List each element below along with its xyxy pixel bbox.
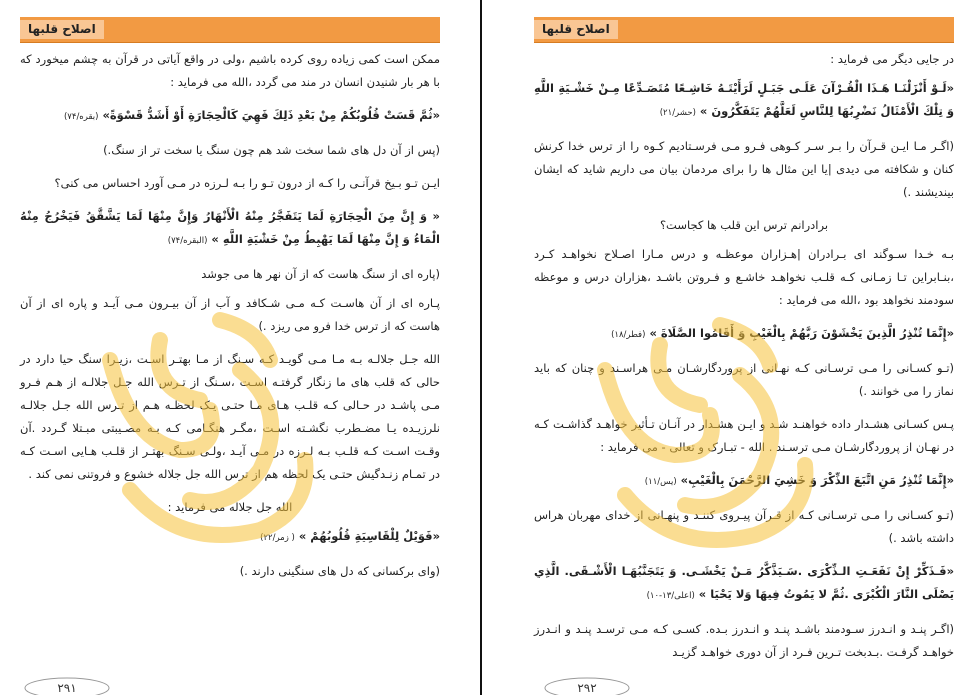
paragraph: (اگـر مـا ایـن قـرآن را بـر سـر کـوهی فـرو مـی فرسـتادیم کـوه را از ترس خدا کرنش کنان و شکافته می دیدی |یا این مثال ها را برای مردمان بیان می داریم شاید که ایشان بیندیشند .)	[534, 139, 954, 199]
paragraph: پـاره ای از آن هاسـت کـه مـی شـکافد و آب از آن بیـرون مـی آیـد و پاره ای از آن هاست که از ترس خدا فرو می ریزد .)	[20, 296, 440, 333]
verse-text: «لَـوْ أَنْزَلْنَـا هَـذَا الْقُـرْآنَ عَلَـى جَبَـلٍ لَرَأَيْتَـهُ خَاشِـعًا مُتَصَـدِّعًا مِـنْ خَشْـيَةِ اللَّهِ وَ تِلْكَ الْأَمْثَالُ نَضْرِبُهَا لِلنَّاسِ لَعَلَّهُمْ يَتَفَكَّرُونَ »	[534, 81, 954, 118]
verse-text: «فَـذَكِّرْ إِنْ نَفَعَـتِ الـذِّكْرَى .سَـيَذَّكَّرُ مَـنْ يَخْشَـى. وَ يَتَجَنَّبُهَـا الْأَشْـقَى. الَّذِي يَصْلَى النَّارَ الْكُبْرَى .ثُمَّ لا يَمُوتُ فِيهَا وَلا يَحْيَا »	[534, 564, 954, 601]
page-number: ۲۹۱	[57, 681, 77, 695]
quran-verse	[534, 77, 954, 125]
quran-verse	[534, 469, 954, 494]
page-divider	[480, 0, 482, 695]
verse-text: «فَوَيْلٌ لِلْقَاسِيَةِ قُلُوبُهُمْ »	[298, 529, 440, 543]
verse-text: «إِنَّمَا تُنْذِرُ الَّذِينَ يَخْشَوْنَ رَبَّهُمْ بِالْغَيْبِ وَ أَقَامُوا الصَّلَاةَ »	[649, 326, 954, 340]
paragraph: (تـو کسـانی را مـی ترسـانی کـه نهـانی از پروردگارشـان مـی هراسـند و چنان که باید نماز را می خوانند .)	[534, 361, 954, 398]
paragraph: (وای برکسانی که دل های سنگینی دارند .)	[239, 564, 440, 578]
verse-reference: (اعلی/۱۳-۱۰)	[646, 591, 695, 601]
paragraph: در جایی دیگر می فرماید :	[830, 52, 954, 66]
page-number: ۲۹۲	[577, 681, 597, 695]
paragraph: ممکن است کمی زیاده روی کرده باشیم ،ولی در واقع آیاتی در قرآن به چشم میخورد که با هر بار شنیدن انسان در مند می گردد ،الله می فرماید :	[20, 52, 440, 89]
paragraph: (پاره ای از سنگ هاست که از آن نهر ها می جوشد	[201, 267, 440, 281]
paragraph: ایـن تـو بـیخ قرآنـی را کـه از درون تـو را بـه لـرزه در مـی آورد احساس می کنی؟	[54, 176, 440, 190]
verse-reference: (البقره/۷۴)	[167, 236, 208, 246]
quran-verse	[534, 560, 954, 608]
verse-text: « وَ إِنَّ مِنَ الْحِجَارَةِ لَمَا يَتَفَجَّرُ مِنْهُ الْأَنْهَارُ وَإِنَّ مِنْهَا لَمَا يَشَّقَّقُ فَيَخْرُجُ مِنْهُ الْمَاءُ وَ إِنَّ مِنْهَا لَمَا يَهْبِطُ مِنْ خَشْيَةِ اللَّهِ »	[20, 209, 440, 246]
paragraph: بـه خـدا سـوگند ای بـرادران |هـزاران موعظـه و درس مـارا اصـلاح نخواهـد کـرد ،بنـابراین تـا زمـانی کـه قلـب نخواهـد خاشـع و فـروتن باشـد ،هزاران درس و موعظه سودمند نخواهد بود ،الله می فرماید :	[534, 247, 954, 307]
paragraph: (تـو کسـانی را مـی ترسـانی کـه از قـرآن پیـروی کننـد و پنهـانی از خدای مهربان هراس داشته باشد .)	[534, 508, 954, 545]
verse-reference: (حشر/۲۱)	[659, 108, 696, 118]
chapter-title: اصلاح قلبها	[20, 20, 104, 39]
page-body	[534, 48, 954, 674]
verse-reference: (یس/۱۱)	[644, 477, 677, 487]
left-page	[0, 0, 466, 695]
chapter-title: اصلاح قلبها	[534, 20, 618, 39]
verse-reference: (بقره/۷۴)	[63, 112, 99, 122]
paragraph: الله جـل جلالـه بـه مـا مـی گویـد کـه سـنگ از مـا بهتـر اسـت ،زیـرا سنگ حیا دارد در حالی که قلب های ما زنگار گرفتـه اسـت ،سـنگ از تـرس الله جـل جلالـه از هـم فـرو مـی پاشـد در حـالی کـه قلـب هـای مـا حتـی یـک لحظـه هـم از تـرس الله جـل جلالـه نلرزیـده یـا مضـطرب نگشـته اسـت ،مگـر هنگـامی کـه بـه مصـیبتی مبـتلا گـردد .آن وقـت اسـت کـه قلـب بـه لـرزه در مـی آیـد ،ولـی سـنگ بهتـر از قلـب هـایی اسـت کـه در تمـام زنـدگیش حتـی یک لحظه هم از ترس الله جل جلاله خشوع و فروتنی نمی کند .	[20, 352, 440, 481]
verse-text: «إِنَّمَا تُنْذِرُ مَنِ اتَّبَعَ الذِّكْرَ وَ خَشِيَ الرَّحْمَنَ بِالْغَيْبِ»	[680, 473, 954, 487]
quran-verse	[534, 322, 954, 347]
verse-reference: (فطر/۱۸)	[611, 330, 646, 340]
right-page	[494, 0, 971, 695]
quran-verse	[20, 205, 440, 253]
quran-verse	[20, 525, 440, 550]
verse-text: «ثُمَّ قَسَتْ قُلُوبُكُمْ مِنْ بَعْدِ ذَلِكَ فَهِيَ كَالْحِجَارَةِ أَوْ أَشَدُّ قَسْوَةً»	[102, 108, 440, 122]
verse-reference: ( زمر/۲۲)	[260, 533, 295, 543]
quran-verse	[20, 104, 440, 129]
paragraph: (اگـر پنـد و انـدرز سـودمند باشـد پنـد و انـدرز بـده. کسـی کـه مـی ترسـد پنـد و انـدرز خواهـد گرفـت .بـدبخت تـرین فـرد از آن دوری خواهـد گزیـد	[534, 622, 954, 659]
header-bar	[534, 17, 954, 43]
paragraph: پـس کسـانی هشـدار داده خواهنـد شـد و ایـن هشـدار در آنـان تـأثیر خواهـد گذاشـت کـه در نهـان از پروردگارشـان مـی ترسـند . الله - تبـارک و تعالی - می فرماید :	[534, 417, 954, 454]
paragraph: برادرانم ترس این قلب ها کجاست؟	[659, 218, 829, 232]
paragraph: الله جل جلاله می فرماید :	[167, 500, 293, 514]
page-body	[20, 48, 440, 593]
header-bar	[20, 17, 440, 43]
paragraph: (پس از آن دل های شما سخت شد هم چون سنگ یا سخت تر از سنگ.)	[103, 143, 440, 157]
